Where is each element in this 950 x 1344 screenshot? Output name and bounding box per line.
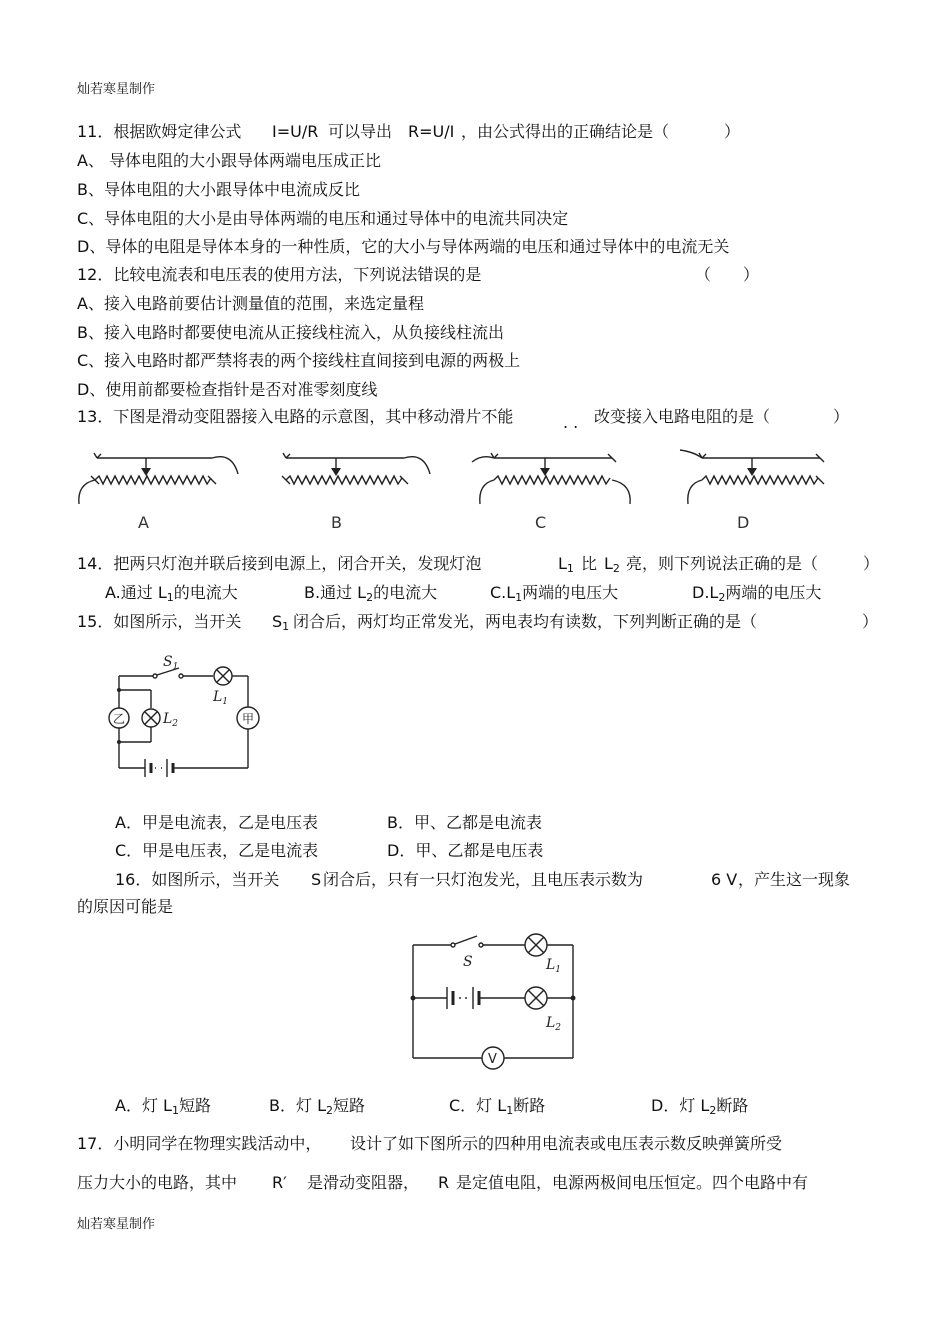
q17-line1-a: 17．小明同学在物理实践活动中， xyxy=(77,1134,322,1153)
q16-label-l2: $L_2$ xyxy=(546,1015,562,1033)
page-header: 灿若寒星制作 xyxy=(77,82,156,97)
q16-stem-c: ，产生这一现象 xyxy=(738,870,851,889)
q11-option-d: D、导体的电阻是导体本身的一种性质，它的大小与导体两端的电压和通过导体中的电流无关 xyxy=(77,237,730,256)
q11-option-a: A、 导体电阻的大小跟导体两端电压成正比 xyxy=(77,151,382,170)
q14-option-d: $D.L_2$两端的电压大 xyxy=(692,583,822,604)
q16-option-a: A．灯 $L_1$短路 xyxy=(115,1096,211,1117)
q14-l1: $L_1$ xyxy=(558,554,574,575)
q15-stem-c: ） xyxy=(862,612,879,631)
q16-option-c: C．灯 $L_1$断路 xyxy=(449,1096,546,1117)
q15-stem-a: 15．如图所示，当开关 xyxy=(77,612,242,631)
q16-stem-a: 16．如图所示，当开关 xyxy=(115,870,280,889)
q16-switch: S xyxy=(311,870,322,889)
rheostat-label-c: C xyxy=(535,513,547,532)
q11-stem-a: 11．根据欧姆定律公式 xyxy=(77,122,242,141)
q14-stem-c: ） xyxy=(863,554,880,573)
q15-switch: $S_1$ xyxy=(272,612,290,633)
q15-label-l1: $L_1$ xyxy=(213,689,229,707)
q12-bracket: （ ） xyxy=(695,265,760,284)
q16-option-d: D．灯 $L_2$断路 xyxy=(651,1096,749,1117)
q16-label-l1: $L_1$ xyxy=(546,957,562,975)
rheostat-label-b: B xyxy=(331,513,342,532)
q16-circuit xyxy=(405,935,585,1065)
q13-emphasis-dots: . . xyxy=(563,413,579,432)
rheostat-b xyxy=(282,453,430,484)
q16-volt: 6 V xyxy=(711,870,738,889)
q15-label-l2: $L_2$ xyxy=(163,711,179,729)
q15-meter-yi: 乙 xyxy=(113,712,126,726)
q11-formula-2: R=U/I xyxy=(408,122,455,141)
q15-option-c: C．甲是电压表，乙是电流表 xyxy=(115,841,319,860)
q17-line1-b: 设计了如下图所示的四种用电流表或电压表示数反映弹簧所受 xyxy=(350,1134,783,1153)
q17-line2-a: 压力大小的电路，其中 xyxy=(77,1173,238,1192)
q14-l2: $L_2$ xyxy=(604,554,620,575)
rheostat-a xyxy=(79,453,238,504)
q11-option-b: B、导体电阻的大小跟导体中电流成反比 xyxy=(77,180,360,199)
q14-stem-a: 14．把两只灯泡并联后接到电源上，闭合开关，发现灯泡 xyxy=(77,554,482,573)
q13-stem-c: ） xyxy=(833,407,850,426)
q11-stem-c: ，由公式得出的正确结论是（ xyxy=(461,122,670,141)
q15-stem-b: 闭合后，两灯均正常发光，两电表均有读数，下列判断正确的是（ xyxy=(293,612,758,631)
rheostat-d xyxy=(680,450,824,504)
q12-option-a: A、接入电路前要估计测量值的范围，来选定量程 xyxy=(77,294,424,313)
q11-formula-1: I=U/R xyxy=(272,122,319,141)
q12-option-c: C、接入电路时都严禁将表的两个接线柱直间接到电源的两极上 xyxy=(77,351,521,370)
q13-stem-a: 13．下图是滑动变阻器接入电路的示意图，其中移动滑片不能 xyxy=(77,407,514,426)
q17-rprime: R′ xyxy=(272,1173,287,1192)
q14-option-b: B.通过 $L_2$的电流大 xyxy=(304,583,438,604)
q11-stem-d: ） xyxy=(724,122,741,141)
q17-line2-b: 是滑动变阻器， xyxy=(307,1173,420,1192)
q15-label-s: $S_1$ xyxy=(163,654,179,672)
q15-option-a: A．甲是电流表，乙是电压表 xyxy=(115,813,318,832)
page-footer: 灿若寒星制作 xyxy=(77,1217,156,1232)
q14-stem-b: 亮，则下列说法正确的是（ xyxy=(626,554,819,573)
q16-stem-b: 闭合后，只有一只灯泡发光，且电压表示数为 xyxy=(323,870,644,889)
q14-option-a: A.通过 $L_1$的电流大 xyxy=(105,583,238,604)
rheostat-label-a: A xyxy=(138,513,149,532)
q15-circuit xyxy=(105,650,265,780)
q11-stem-b: 可以导出 xyxy=(328,122,393,141)
q15-option-d: D．甲、乙都是电压表 xyxy=(387,841,544,860)
rheostat-c xyxy=(472,453,630,504)
q15-option-b: B．甲、乙都是电流表 xyxy=(387,813,542,832)
q16-label-v: V xyxy=(488,1052,497,1067)
q12-stem: 12．比较电流表和电压表的使用方法，下列说法错误的是 xyxy=(77,265,482,284)
q14-option-c: $C.L_1$两端的电压大 xyxy=(490,583,619,604)
q16-label-s: S xyxy=(463,954,473,970)
q13-stem-b: 改变接入电路电阻的是（ xyxy=(594,407,771,426)
q12-option-b: B、接入电路时都要使电流从正接线柱流入，从负接线柱流出 xyxy=(77,323,504,342)
rheostat-label-d: D xyxy=(737,513,750,532)
q16-stem-d: 的原因可能是 xyxy=(77,897,174,916)
q16-option-b: B．灯 $L_2$短路 xyxy=(269,1096,366,1117)
q17-line2-c: 是定值电阻，电源两极间电压恒定。四个电路中有 xyxy=(456,1173,809,1192)
q11-option-c: C、导体电阻的大小是由导体两端的电压和通过导体中的电流共同决定 xyxy=(77,209,569,228)
q12-option-d: D、使用前都要检查指针是否对准零刻度线 xyxy=(77,380,378,399)
q17-r: R xyxy=(438,1173,450,1192)
q14-mid: 比 xyxy=(581,554,598,573)
q15-meter-jia: 甲 xyxy=(242,712,255,726)
